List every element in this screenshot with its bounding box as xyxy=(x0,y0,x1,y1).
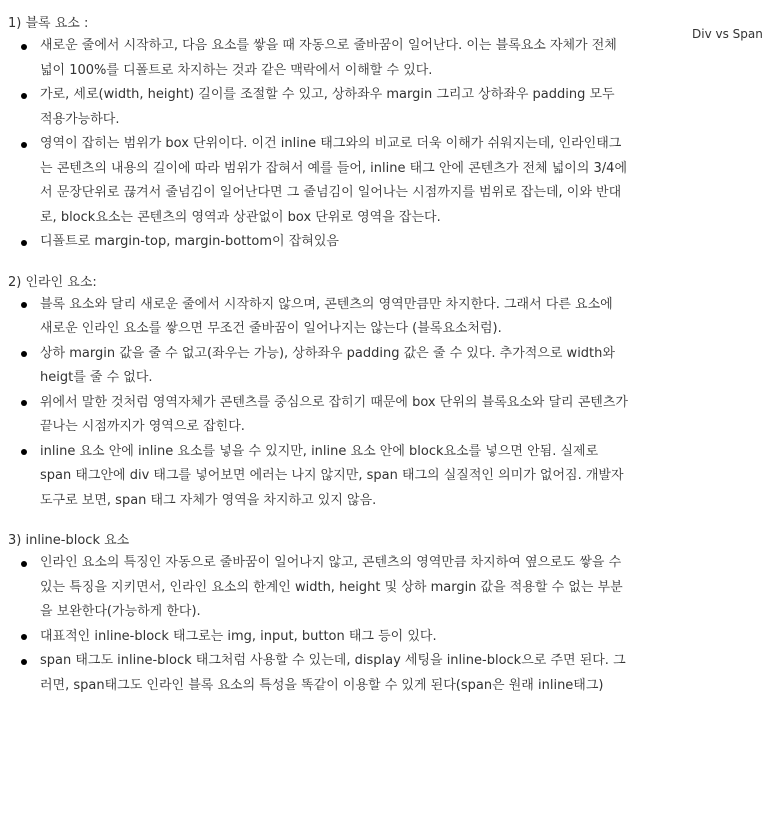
inline-element-list xyxy=(8,293,628,514)
list-item: 위에서 말한 것처럼 영역자체가 콘텐츠를 중심으로 잡히기 때문에 box 단위의 블록요소와 달리 콘텐츠가 끝나는 시점까지가 영역으로 잡힌다. xyxy=(8,391,628,440)
section-title-inline-block: 3) inline-block 요소 xyxy=(8,533,130,548)
list-item: 대표적인 inline-block 태그로는 img, input, button 태그 등이 있다. xyxy=(8,625,628,650)
list-item: span 태그도 inline-block 태그처럼 사용할 수 있는데, display 세팅을 inline-block으로 주면 된다. 그러면, span태그도 인라인 블록 요소의 특성을 똑같이 이용할 수 있게 된다(span은 원래 inline태그) xyxy=(8,649,628,698)
list-item: inline 요소 안에 inline 요소를 넣을 수 있지만, inline 요소 안에 block요소를 넣으면 안됨. 실제로 span 태그안에 div 태그를 넣어보면 에러는 나지 않지만, span 태그의 실질적인 의미가 없어짐. 개발자 도구로 보면, span 태그 자체가 영역을 차지하고 있지 않음. xyxy=(8,440,628,514)
list-item: 블록 요소와 달리 새로운 줄에서 시작하지 않으며, 콘텐츠의 영역만큼만 차지한다. 그래서 다른 요소에 새로운 인라인 요소를 쌓으면 무조건 줄바꿈이 일어나지는 않는다 (블록요소처럼). xyxy=(8,293,628,342)
section-title-block: 1) 블록 요소 : xyxy=(8,16,89,31)
list-item: 새로운 줄에서 시작하고, 다음 요소를 쌓을 때 자동으로 줄바꿈이 일어난다. 이는 블록요소 자체가 전체 넓이 100%를 디폴트로 차지하는 것과 같은 맥락에서 이해할 수 있다. xyxy=(8,34,628,83)
list-item: 영역이 잡히는 범위가 box 단위이다. 이건 inline 태그와의 비교로 더욱 이해가 쉬워지는데, 인라인태그는 콘텐츠의 내용의 길이에 따라 범위가 잡혀서 예를 들어, inline 태그 안에 콘텐츠가 전체 넓이의 3/4에서 문장단위로 끊겨서 줄넘김이 일어난다면 그 줄넘김이 일어나는 시점까지를 범위로 잡는데, 이와 반대로, block요소는 콘텐츠의 영역과 상관없이 box 단위로 영역을 잡는다. xyxy=(8,132,628,230)
list-item: 상하 margin 값을 줄 수 없고(좌우는 가능), 상하좌우 padding 값은 줄 수 있다. 추가적으로 width와 heigt를 줄 수 없다. xyxy=(8,342,628,391)
inline-block-element-list xyxy=(8,551,628,698)
block-element-list xyxy=(8,34,628,255)
list-item: 가로, 세로(width, height) 길이를 조절할 수 있고, 상하좌우 margin 그리고 상하좌우 padding 모두 적용가능하다. xyxy=(8,83,628,132)
side-label: Div vs Span xyxy=(692,27,763,41)
list-item: 디폴트로 margin-top, margin-bottom이 잡혀있음 xyxy=(8,230,628,255)
section-title-inline: 2) 인라인 요소: xyxy=(8,274,97,290)
article-content xyxy=(8,14,628,698)
list-item: 인라인 요소의 특징인 자동으로 줄바꿈이 일어나지 않고, 콘텐츠의 영역만큼 차지하여 옆으로도 쌓을 수 있는 특징을 지키면서, 인라인 요소의 한계인 width, height 및 상하 margin 값을 적용할 수 없는 부분을 보완한다(가능하게 한다). xyxy=(8,551,628,625)
